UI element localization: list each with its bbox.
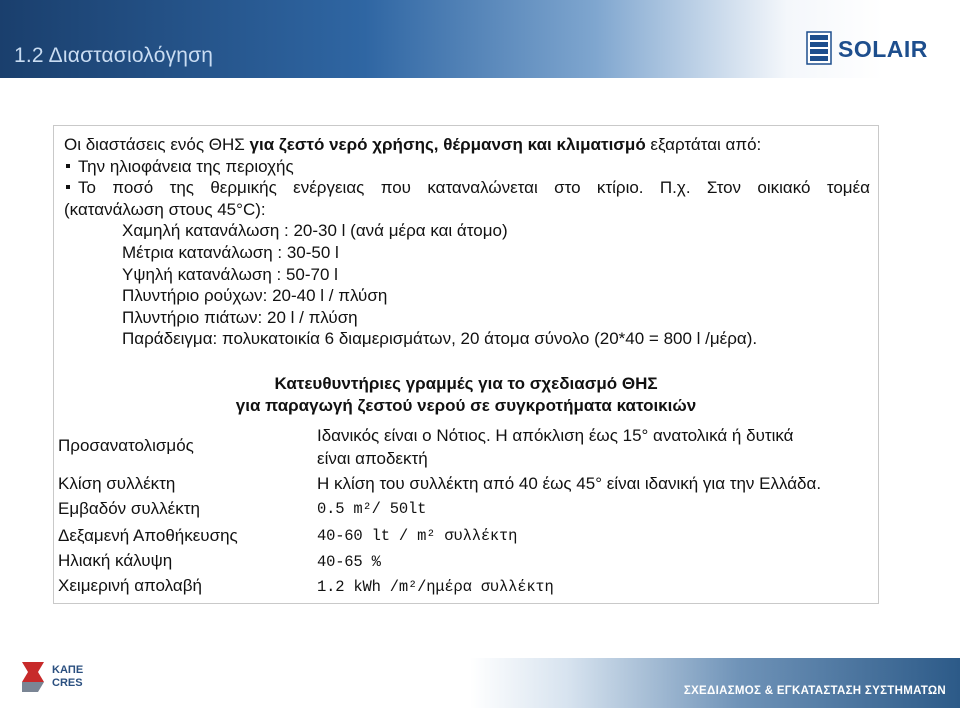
bullet-icon [66,185,70,189]
content-box [53,125,879,604]
row-value-orientation-cont: είναι αποδεκτή [317,449,428,468]
row-label-tilt: Κλίση συλλέκτη [58,474,176,493]
row-label-winter-yield: Χειμερινή απολαβή [58,576,202,595]
row-label-solar-coverage: Ηλιακή κάλυψη [58,551,173,570]
row-label-area: Εμβαδόν συλλέκτη [58,499,200,518]
row-label-storage: Δεξαμενή Αποθήκευσης [58,526,238,545]
bullet-icon [66,164,70,168]
slide-header [0,0,960,78]
row-value-orientation: Ιδανικός είναι ο Νότιος. Η απόκλιση έως 15° ανατολικά ή δυτικά [317,426,794,445]
intro-emphasis: για ζεστό νερό χρήσης, θέρμανση και κλιματισμό [249,135,646,154]
row-label-orientation: Προσανατολισμός [58,436,194,455]
bullet-energy-cont: (κατανάλωση στους 45°C): [64,199,266,219]
solair-logo [790,30,940,66]
row-value-solar-coverage: 40-65 % [317,553,381,571]
consumption-item: Μέτρια κατανάλωση : 30-50 l [122,242,339,262]
kape-logo-text: ΚΑΠΕ CRES [52,664,84,689]
row-value-storage: 40-60 lt / m² συλλέκτη [317,527,518,545]
kape-cres-logo [18,656,98,706]
course-title: ΣΧΕΔΙΑΣΜΟΣ & ΕΓΚΑΤΑΣΤΑΣΗ ΣΥΣΤΗΜΑΤΩΝ [683,685,946,697]
row-value-area: 0.5 m²/ 50lt [317,500,427,518]
solair-logo-text: SOLAIR [838,36,928,62]
solair-logo-icon [806,31,832,65]
footer-band [470,658,960,708]
intro-line: Οι διαστάσεις ενός ΘΗΣ για ζεστό νερό χρήσης, θέρμανση και κλιματισμό εξαρτάται από: [64,135,762,154]
consumption-item: Υψηλή κατανάλωση : 50-70 l [122,264,338,284]
consumption-item: Πλυντήριο πιάτων: 20 l / πλύση [122,307,358,327]
row-value-winter-yield: 1.2 kWh /m²/ημέρα συλλέκτη [317,578,554,596]
kape-logo-icon [18,656,48,700]
intro-text [64,134,870,350]
slide-title: 1.2 Διαστασιολόγηση [14,44,214,67]
bullet-energy: Το ποσό της θερμικής ενέργειας που καταναλώνεται στο κτίριο. Π.χ. Στον οικιακό τομέα [64,177,870,199]
consumption-item: Χαμηλή κατανάλωση : 20-30 l (ανά μέρα και άτομο) [122,221,508,241]
slide-footer [0,650,960,716]
consumption-example: Παράδειγμα: πολυκατοικία 6 διαμερισμάτων, 20 άτομα σύνολο (20*40 = 800 l /μέρα). [122,329,758,349]
row-value-tilt: Η κλίση του συλλέκτη από 40 έως 45° είναι ιδανική για την Ελλάδα. [317,474,822,493]
consumption-item: Πλυντήριο ρούχων: 20-40 l / πλύση [122,286,388,306]
bullet-sunshine: Την ηλιοφάνεια της περιοχής [64,156,870,178]
guidelines-title: Κατευθυντήριες γραμμές για το σχεδιασμό ΘΗΣ για παραγωγή ζεστού νερού σε συγκροτήματα κατοικιών [235,374,697,415]
